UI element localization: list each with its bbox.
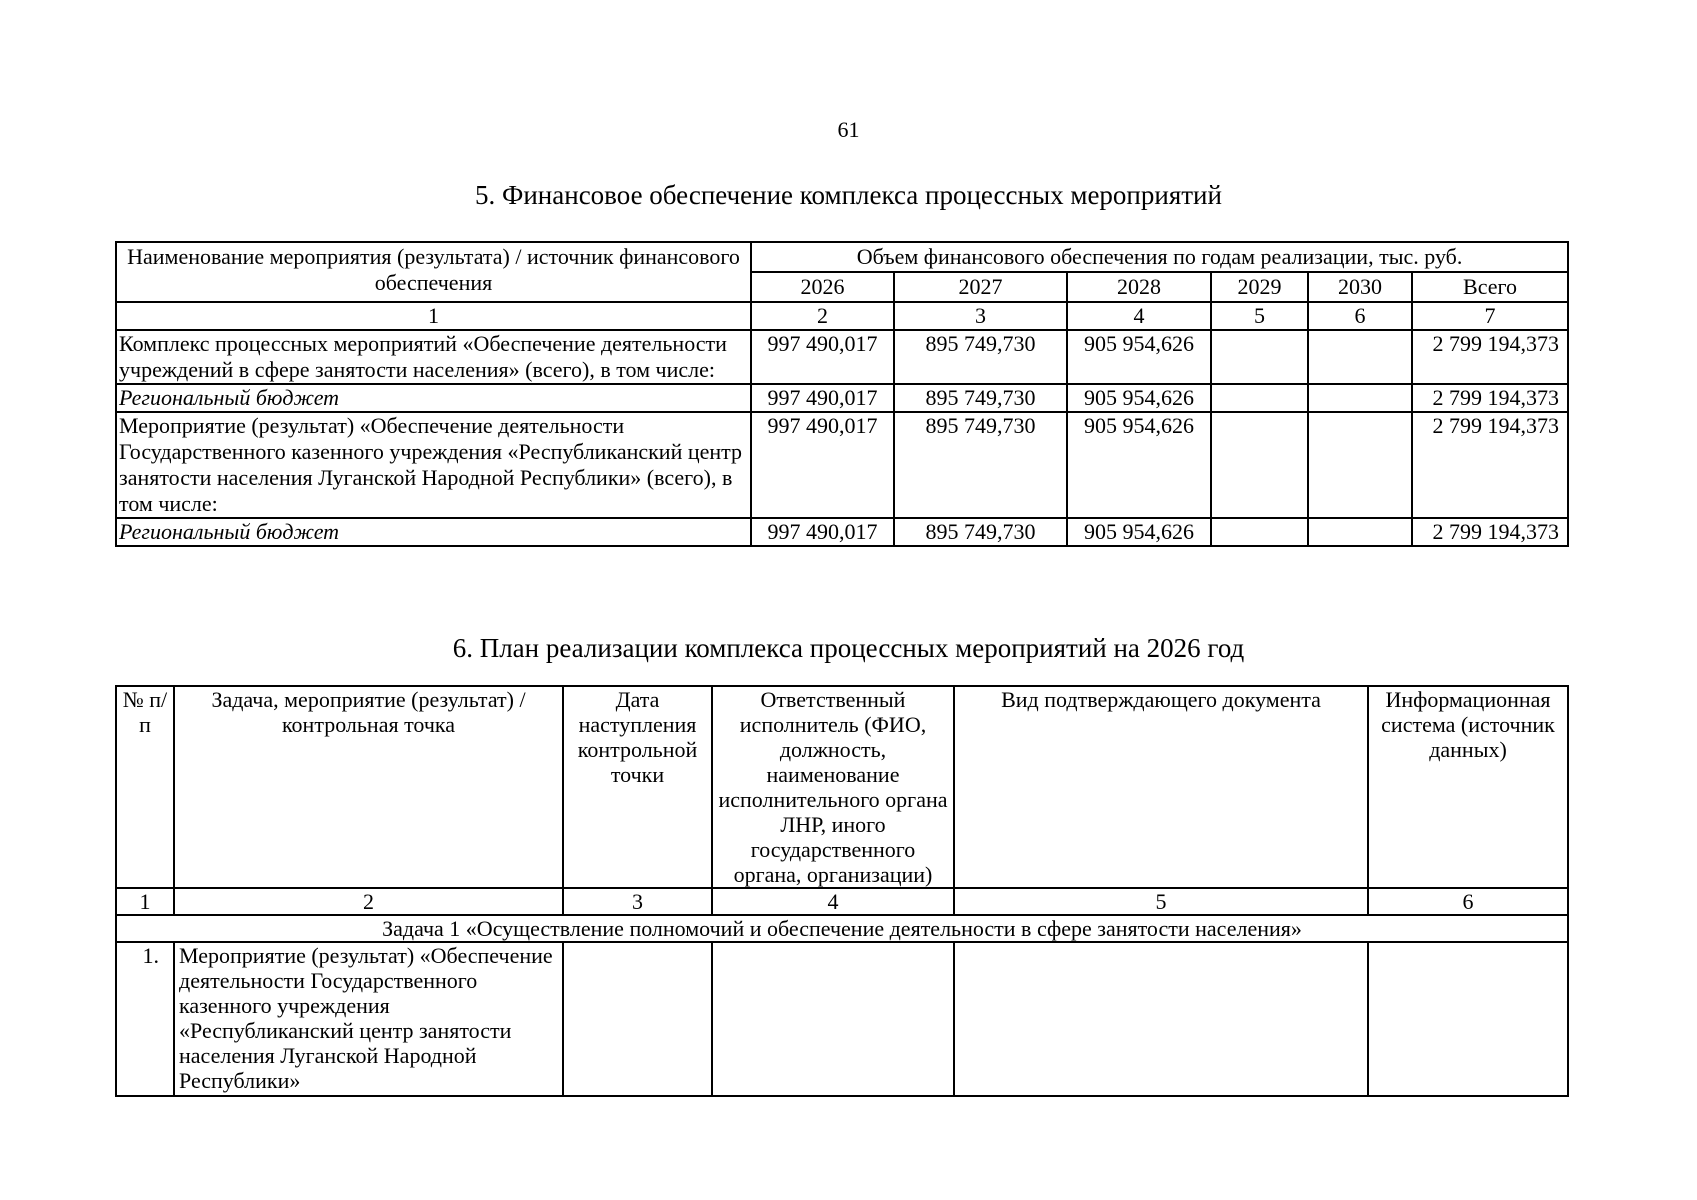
value-2030: [1308, 412, 1412, 518]
header-responsible: Ответственный исполнитель (ФИО, должность, наименование исполнительного органа ЛНР, иного государственного органа, организации): [712, 686, 954, 888]
row-doc-type: [954, 942, 1368, 1096]
column-number: 6: [1308, 302, 1412, 330]
table-row: [116, 330, 1568, 384]
value-2030: [1308, 330, 1412, 384]
value-total: 2 799 194,373: [1412, 412, 1568, 518]
value-total: 2 799 194,373: [1412, 518, 1568, 546]
value-2030: [1308, 518, 1412, 546]
task-title: Задача 1 «Осуществление полномочий и обеспечение деятельности в сфере занятости населения»: [116, 915, 1568, 942]
value-2030: [1308, 384, 1412, 412]
header-year-2027: 2027: [894, 272, 1067, 302]
task-row: [116, 915, 1568, 942]
header-name-column: Наименование мероприятия (результата) / источник финансового обеспечения: [116, 242, 751, 302]
value-2027: 895 749,730: [894, 412, 1067, 518]
plan-header-row: [116, 686, 1568, 888]
column-number: 2: [174, 888, 563, 915]
value-2026: 997 490,017: [751, 412, 894, 518]
value-2026: 997 490,017: [751, 330, 894, 384]
column-number: 3: [894, 302, 1067, 330]
financing-table: [115, 241, 1569, 547]
column-number: 1: [116, 888, 174, 915]
value-2029: [1211, 518, 1308, 546]
column-number: 4: [712, 888, 954, 915]
page-number: 61: [837, 117, 860, 142]
value-2028: 905 954,626: [1067, 384, 1211, 412]
table-row: [116, 942, 1568, 1096]
header-task: Задача, мероприятие (результат) / контрольная точка: [174, 686, 563, 888]
column-number: 4: [1067, 302, 1211, 330]
row-name: Комплекс процессных мероприятий «Обеспечение деятельности учреждений в сфере занятости населения» (всего), в том числе:: [116, 330, 751, 384]
header-year-2030: 2030: [1308, 272, 1412, 302]
column-number: 5: [1211, 302, 1308, 330]
row-task: Мероприятие (результат) «Обеспечение деятельности Государственного казенного учреждения «Республиканский центр занятости населения Луганской Народной Республики»: [174, 942, 563, 1096]
plan-column-numbers-row: [116, 888, 1568, 915]
value-total: 2 799 194,373: [1412, 330, 1568, 384]
table-row: [116, 518, 1568, 546]
header-total: Всего: [1412, 272, 1568, 302]
value-2027: 895 749,730: [894, 384, 1067, 412]
row-num: 1.: [116, 942, 174, 1096]
value-2027: 895 749,730: [894, 330, 1067, 384]
row-date: [563, 942, 712, 1096]
row-name: Региональный бюджет: [116, 384, 751, 412]
value-total: 2 799 194,373: [1412, 384, 1568, 412]
value-2029: [1211, 412, 1308, 518]
header-volume-column: Объем финансового обеспечения по годам реализации, тыс. руб.: [751, 242, 1568, 272]
value-2026: 997 490,017: [751, 518, 894, 546]
header-date: Дата наступления контрольной точки: [563, 686, 712, 888]
header-info-system: Информационная система (источник данных): [1368, 686, 1568, 888]
financing-column-numbers-row: [116, 302, 1568, 330]
column-number: 5: [954, 888, 1368, 915]
value-2027: 895 749,730: [894, 518, 1067, 546]
header-year-2028: 2028: [1067, 272, 1211, 302]
table-row: [116, 412, 1568, 518]
column-number: 2: [751, 302, 894, 330]
value-2029: [1211, 330, 1308, 384]
header-num: № п/п: [116, 686, 174, 888]
header-year-2029: 2029: [1211, 272, 1308, 302]
column-number: 1: [116, 302, 751, 330]
row-name: Мероприятие (результат) «Обеспечение деятельности Государственного казенного учреждения «Республиканский центр занятости населения Луганской Народной Республики» (всего), в том числе:: [116, 412, 751, 518]
section-5-title: 5. Финансовое обеспечение комплекса процессных мероприятий: [475, 180, 1222, 210]
table-row: [116, 384, 1568, 412]
plan-table: [115, 685, 1569, 1097]
section-6-title: 6. План реализации комплекса процессных мероприятий на 2026 год: [452, 633, 1245, 663]
value-2026: 997 490,017: [751, 384, 894, 412]
value-2028: 905 954,626: [1067, 518, 1211, 546]
row-info-system: [1368, 942, 1568, 1096]
row-responsible: [712, 942, 954, 1096]
value-2028: 905 954,626: [1067, 412, 1211, 518]
column-number: 6: [1368, 888, 1568, 915]
header-doc-type: Вид подтверждающего документа: [954, 686, 1368, 888]
value-2029: [1211, 384, 1308, 412]
column-number: 7: [1412, 302, 1568, 330]
row-name: Региональный бюджет: [116, 518, 751, 546]
column-number: 3: [563, 888, 712, 915]
value-2028: 905 954,626: [1067, 330, 1211, 384]
header-year-2026: 2026: [751, 272, 894, 302]
financing-header-row: [116, 242, 1568, 272]
